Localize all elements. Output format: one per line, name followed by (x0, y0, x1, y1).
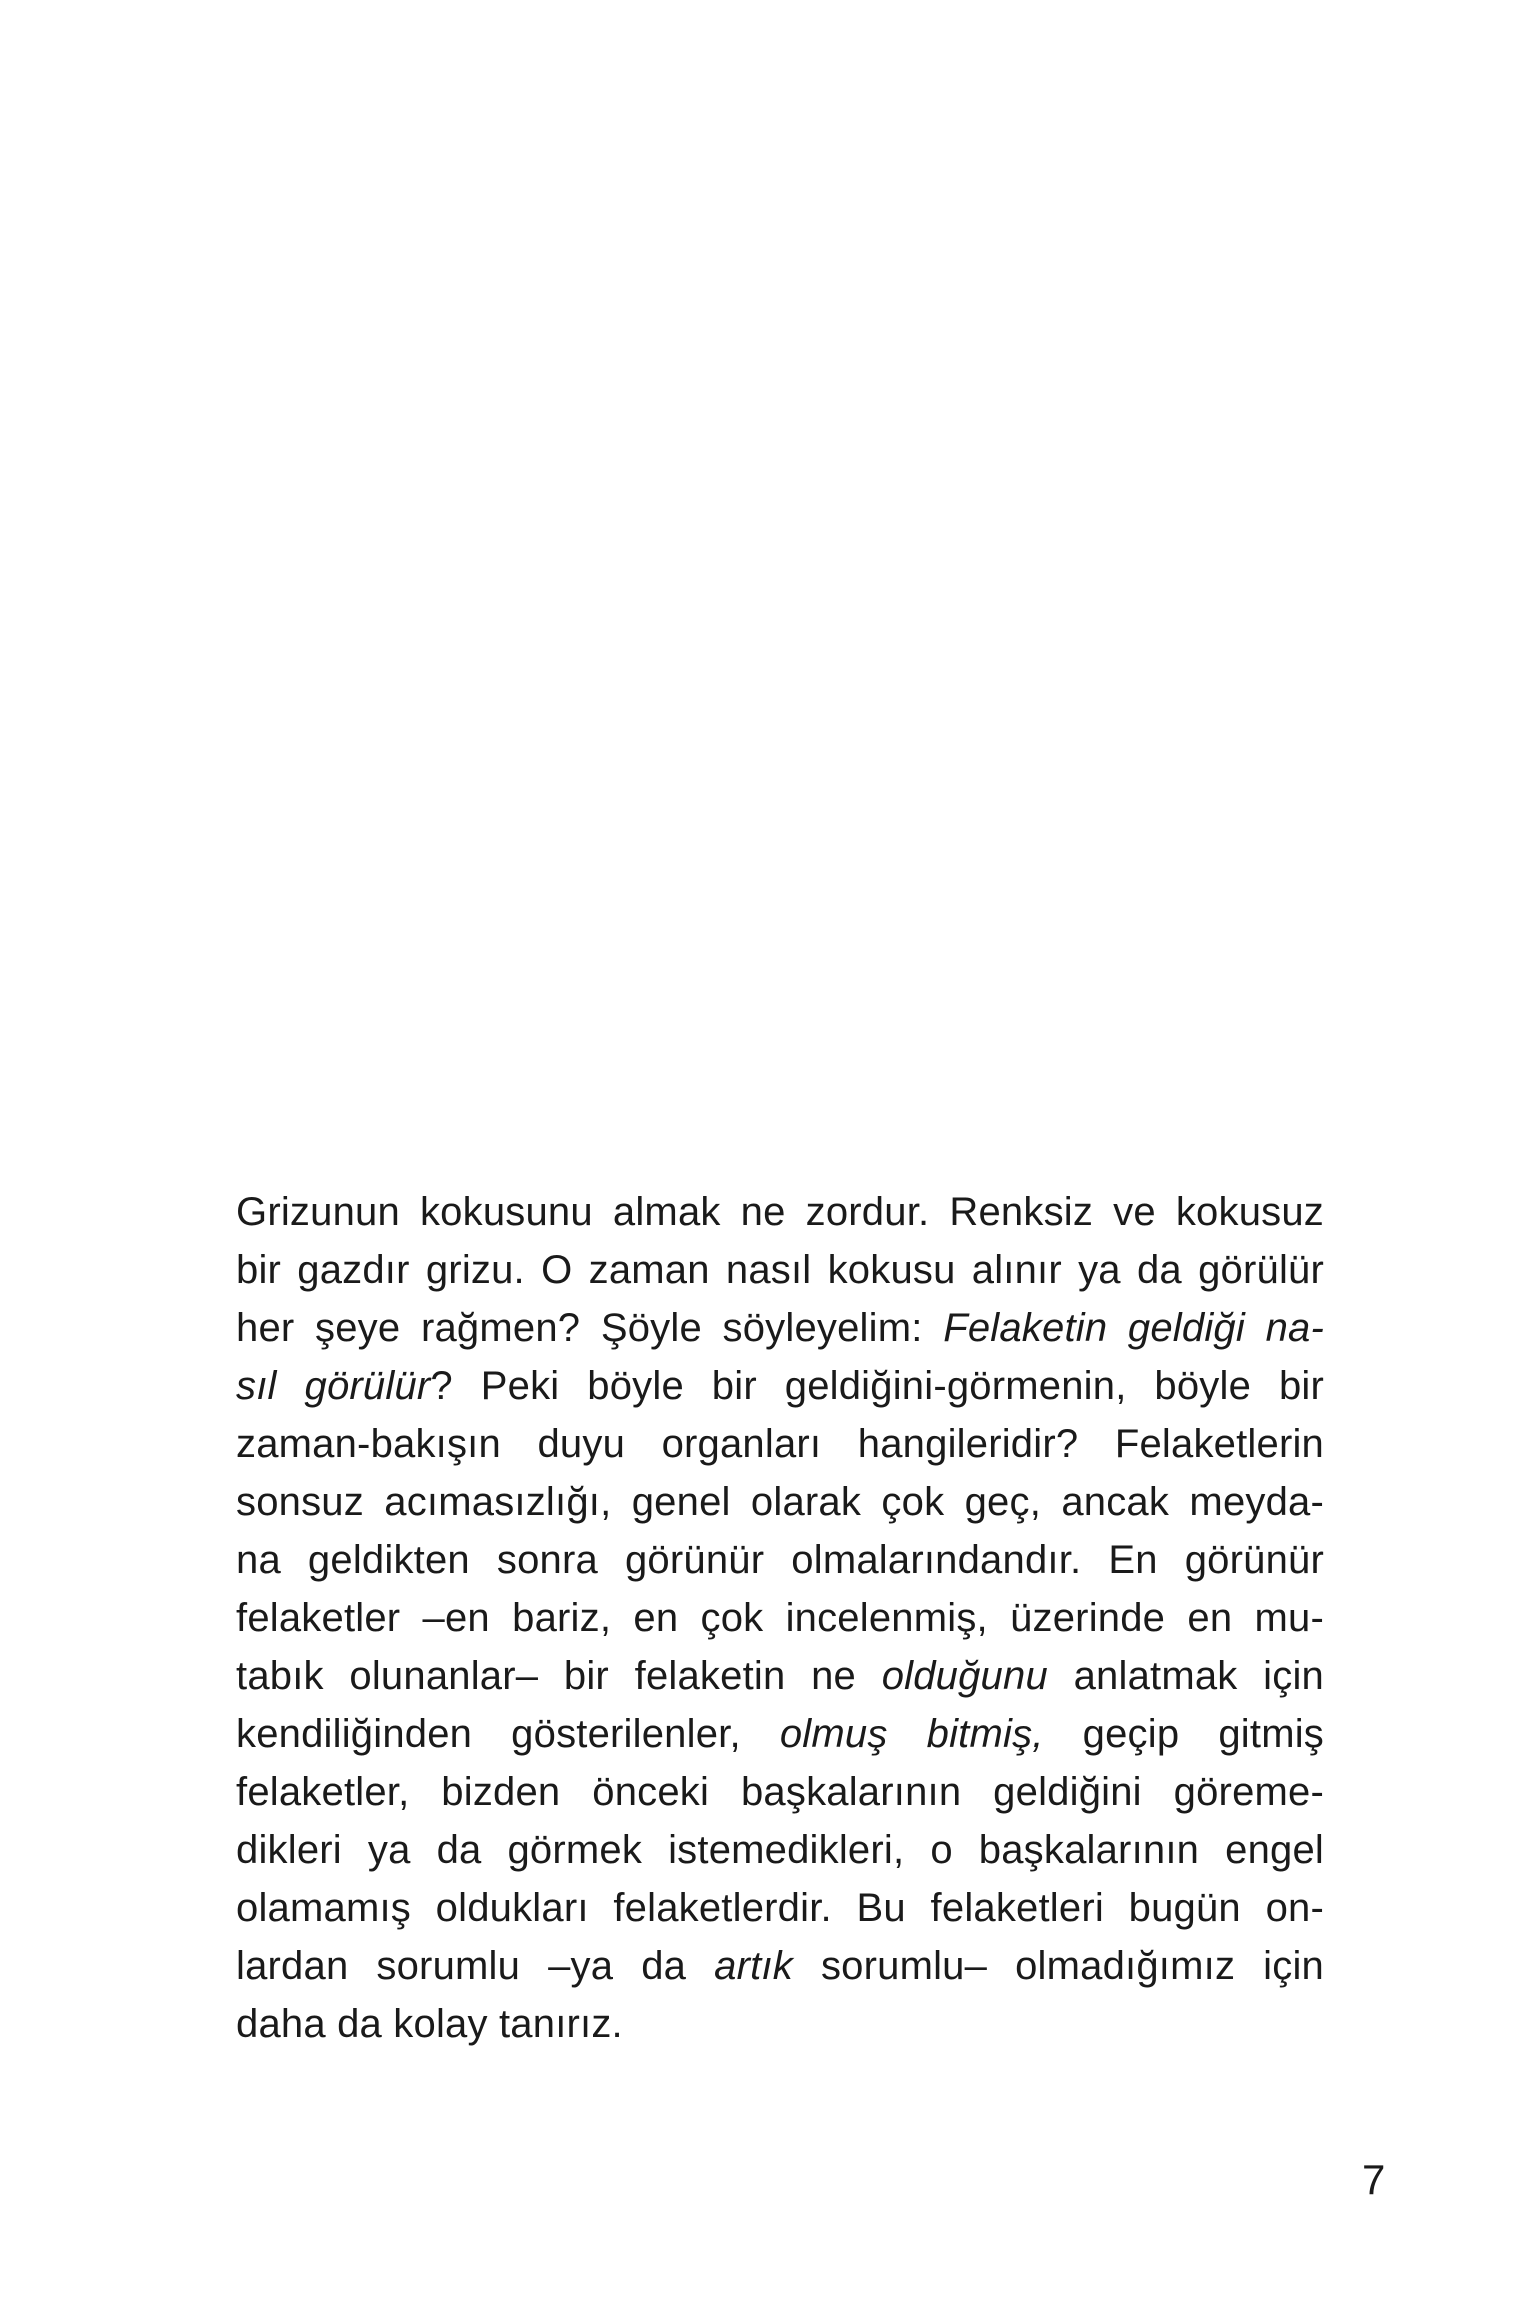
italic-text-segment: artık (714, 1944, 793, 1988)
text-segment: ? Peki böyle bir geldiğini-görmenin, böyle bir (430, 1364, 1324, 1408)
italic-text-segment: olmuş bitmiş, (779, 1712, 1044, 1756)
text-segment: zaman-bakışın duyu organları hangileridir? Felaketlerin (236, 1422, 1324, 1466)
page-number: 7 (1362, 2156, 1386, 2203)
text-segment: sonsuz acımasızlığı, genel olarak çok geç, ancak meyda- (236, 1480, 1324, 1524)
text-segment: tabık olunanlar– bir felaketin ne (236, 1654, 882, 1698)
text-segment: geçip gitmiş (1043, 1712, 1325, 1756)
text-line (236, 1821, 1324, 1879)
text-line (236, 1299, 1324, 1357)
text-line (236, 1995, 1324, 2053)
text-segment: daha da kolay tanırız. (236, 2002, 623, 2046)
text-segment: olamamış oldukları felaketlerdir. Bu felaketleri bugün on- (236, 1886, 1324, 1930)
text-line (236, 1531, 1324, 1589)
text-segment: dikleri ya da görmek istemedikleri, o başkalarının engel (236, 1828, 1324, 1872)
text-line (236, 1241, 1324, 1299)
text-line (236, 1879, 1324, 1937)
italic-text-segment: Felaketin geldiği na- (943, 1306, 1324, 1350)
text-segment: felaketler –en bariz, en çok incelenmiş, üzerinde en mu- (236, 1596, 1324, 1640)
text-line (236, 1937, 1324, 1995)
text-segment: Grizunun kokusunu almak ne zordur. Renksiz ve kokusuz (236, 1190, 1324, 1234)
text-line (236, 1705, 1324, 1763)
text-segment: her şeye rağmen? Şöyle söyleyelim: (236, 1306, 944, 1350)
body-paragraph (236, 1183, 1324, 2053)
italic-text-segment: sıl görülür (236, 1364, 431, 1408)
italic-text-segment: olduğunu (881, 1654, 1048, 1698)
text-segment: felaketler, bizden önceki başkalarının geldiğini göreme- (236, 1770, 1324, 1814)
text-segment: anlatmak için (1047, 1654, 1324, 1698)
text-segment: lardan sorumlu –ya da (236, 1944, 715, 1988)
text-line (236, 1415, 1324, 1473)
text-segment: sorumlu– olmadığımız için (792, 1944, 1324, 1988)
text-segment: bir gazdır grizu. O zaman nasıl kokusu alınır ya da görülür (236, 1248, 1324, 1292)
text-line (236, 1357, 1324, 1415)
text-line (236, 1589, 1324, 1647)
text-line (236, 1763, 1324, 1821)
text-segment: kendiliğinden gösterilenler, (236, 1712, 780, 1756)
text-line (236, 1183, 1324, 1241)
text-line (236, 1473, 1324, 1531)
text-segment: na geldikten sonra görünür olmalarındandır. En görünür (236, 1538, 1324, 1582)
text-line (236, 1647, 1324, 1705)
